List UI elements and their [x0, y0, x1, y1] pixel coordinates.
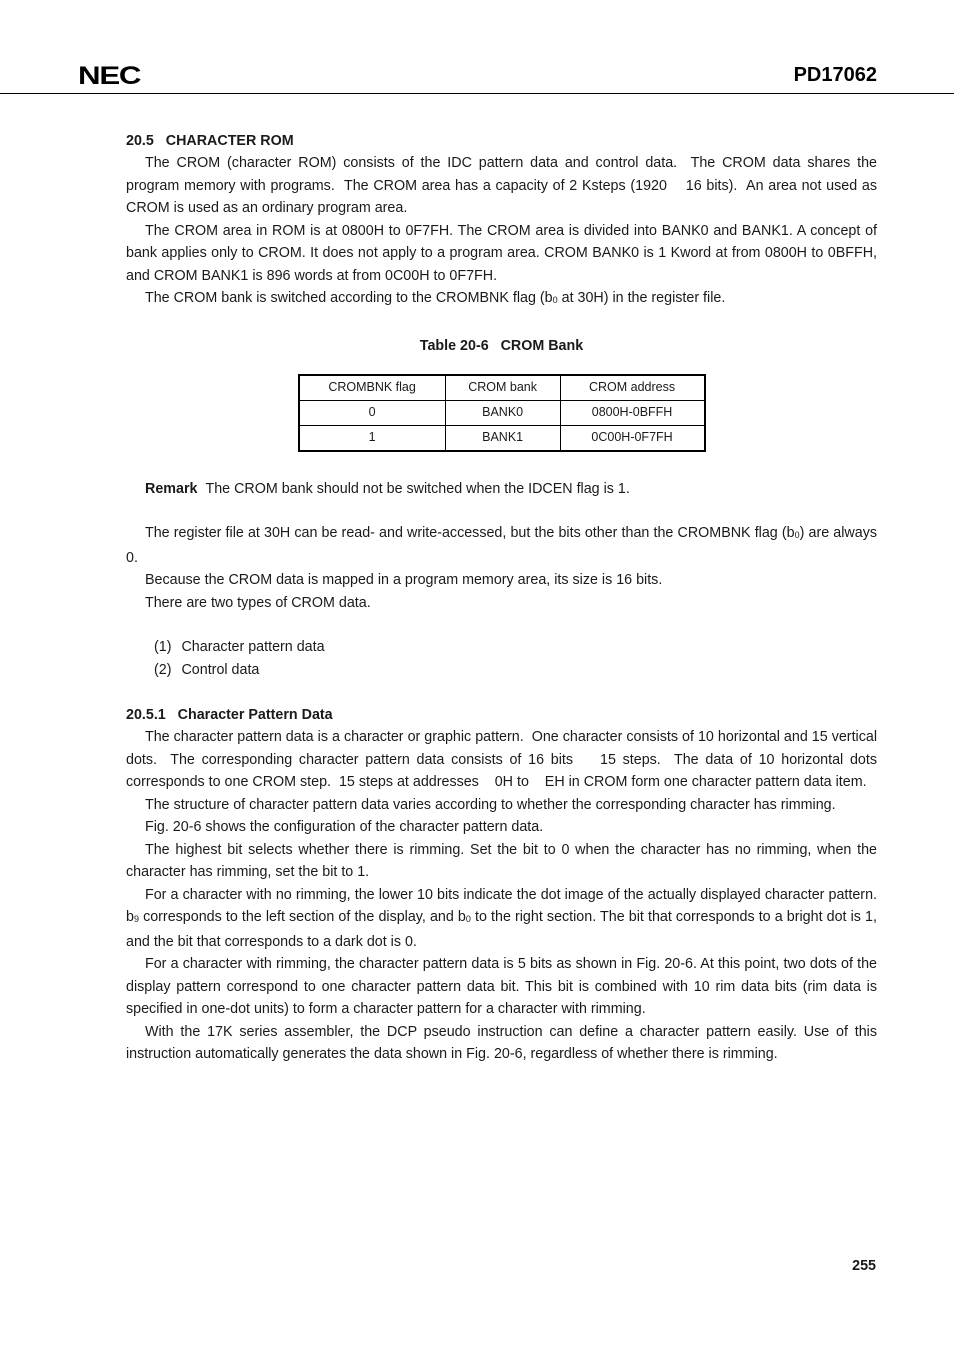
- paragraph: Fig. 20-6 shows the configuration of the character pattern data.: [145, 819, 544, 835]
- remark-text: The CROM bank should not be switched when the IDCEN flag is 1.: [205, 480, 630, 497]
- table-cell: BANK1: [445, 425, 560, 451]
- table-cell: BANK0: [445, 400, 560, 425]
- table-cell: 0800H-0BFFH: [560, 400, 704, 425]
- paragraph: The character pattern data is a character or graphic pattern. One character consists of 10 horizontal and 15 vertical dots. The corresponding character pattern data consists of 16 bits 15 steps. The data of 10 horizontal dots corresponds to one CROM step. 15 steps at addresses 0H to EH in CROM form one character pattern data item.: [126, 729, 881, 790]
- paragraph: The CROM (character ROM) consists of the IDC pattern data and control data. The CROM data shares the program memory with programs. The CROM area has a capacity of 2 Ksteps (1920 16 bits). An area not used as CROM is used as an ordinary program area.: [126, 155, 881, 216]
- text-run: ) are always 0.: [126, 525, 877, 566]
- list-text: Control data: [181, 662, 260, 678]
- paragraph: Because the CROM data is mapped in a program memory area, its size is 16 bits.: [145, 572, 663, 588]
- subscript: 0: [794, 530, 800, 540]
- header-rule: [0, 93, 954, 94]
- subsection-heading: 20.5.1 Character Pattern Data: [126, 707, 333, 723]
- paragraph: [126, 287, 877, 312]
- subscript: 9: [133, 914, 139, 924]
- table-header: CROM bank: [445, 375, 560, 401]
- page-number: 255: [852, 1258, 876, 1274]
- text-run: The register file at 30H can be read- and write-accessed, but the bits other than the CROMBNK flag (b: [145, 525, 795, 541]
- crom-bank-table: [298, 374, 706, 452]
- table-header: CROM address: [560, 375, 704, 401]
- remark-label: Remark: [145, 480, 198, 497]
- paragraph: The CROM area in ROM is at 0800H to 0F7FH. The CROM area is divided into BANK0 and BANK1. A concept of bank applies only to CROM. It does not apply to a program area. CROM BANK0 is 1 Kword at from 0800H to 0BFFH, and CROM BANK1 is 896 words at from 0C00H to 0F7FH.: [126, 222, 877, 284]
- paragraph: The highest bit selects whether there is rimming. Set the bit to 0 when the character has no rimming, when the character has rimming, set the bit to 1.: [126, 841, 877, 880]
- table-cell: 0: [299, 400, 446, 425]
- crom-data-types-list: [126, 636, 877, 682]
- part-number: PD17062: [793, 64, 877, 86]
- paragraph: For a character with rimming, the character pattern data is 5 bits as shown in Fig. 20-6. At this point, two dots of the display pattern correspond to one character pattern data bit. This bit is combined with 10 rim data bits (rim data is specified in one-dot units) to form a character pattern for a character with rimming.: [126, 956, 877, 1017]
- text-run: at 30H) in the register file.: [557, 290, 726, 306]
- paragraph: With the 17K series assembler, the DCP pseudo instruction can define a character pattern easily. Use of this instruction automatically generates the data shown in Fig. 20-6, regardless of whether there is rimming.: [126, 1023, 877, 1062]
- paragraph: There are two types of CROM data.: [145, 594, 371, 611]
- table-cell: 1: [299, 425, 446, 451]
- text-run: The CROM bank is switched according to the CROMBNK flag (b: [145, 290, 553, 306]
- nec-logo: NEC: [78, 62, 141, 90]
- list-number: (2): [154, 662, 172, 678]
- list-number: (1): [154, 639, 172, 655]
- table-cell: 0C00H-0F7FH: [560, 425, 704, 451]
- table-row: [299, 400, 705, 425]
- text-run: to the right section. The bit that corresponds to a bright dot is 1, and the bit that corresponds to a dark dot is 0.: [126, 909, 877, 950]
- subscript: 0: [465, 914, 471, 924]
- list-text: Character pattern data: [181, 639, 325, 655]
- text-run: For a character with no rimming, the lower 10 bits indicate the dot image of the actually displayed character pattern. b: [126, 886, 877, 925]
- paragraph: [126, 522, 877, 569]
- list-item: [154, 659, 877, 682]
- table-header: CROMBNK flag: [299, 375, 446, 401]
- section-heading: 20.5 CHARACTER ROM: [126, 133, 294, 149]
- table-row: [299, 425, 705, 451]
- table-header-row: [299, 375, 705, 401]
- paragraph: [126, 884, 877, 954]
- table-title: Table 20-6 CROM Bank: [419, 337, 584, 354]
- text-run: corresponds to the left section of the display, and b: [138, 909, 466, 925]
- remark: [126, 478, 877, 501]
- subscript: 0: [552, 295, 558, 305]
- list-item: [154, 636, 877, 659]
- paragraph: The structure of character pattern data varies according to whether the corresponding character has rimming.: [145, 796, 836, 813]
- page-content: [126, 130, 881, 1066]
